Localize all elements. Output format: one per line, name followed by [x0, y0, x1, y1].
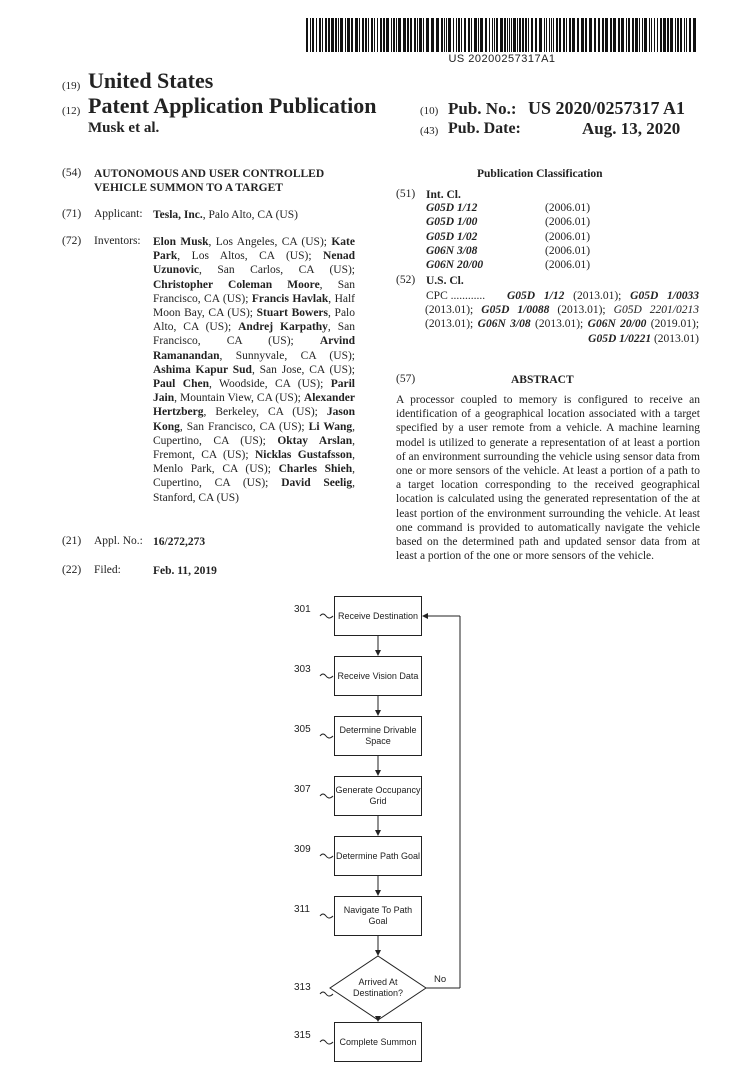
inventor-short: Musk et al.	[88, 120, 160, 136]
inventor-name: Andrej Karpathy	[238, 321, 328, 334]
no-branch-label: No	[434, 974, 447, 985]
barcode-bar	[569, 18, 571, 52]
inventors-label: Inventors:	[94, 235, 141, 247]
cpc-code: G05D 1/0088	[481, 304, 550, 317]
barcode-bar	[359, 18, 360, 52]
inventor-location: , Stanford, CA (US)	[153, 477, 356, 504]
step-reference-number: 303	[294, 664, 311, 675]
barcode-bar	[507, 18, 508, 52]
inventor-name: Paul Chen	[153, 378, 209, 391]
int-cl-code: G06N 20/00	[426, 259, 484, 272]
barcode-bar	[380, 18, 382, 52]
inventor-name: Christopher Coleman Moore	[153, 278, 320, 291]
inid-code-43: (43)	[420, 125, 439, 137]
barcode-bar	[589, 18, 592, 52]
cpc-version: (2013.01)	[651, 332, 699, 345]
barcode-bar	[549, 18, 550, 52]
barcode-bar	[551, 18, 552, 52]
inid-code-12: (12)	[62, 105, 81, 117]
barcode-bar	[689, 18, 691, 52]
barcode-bar	[426, 18, 429, 52]
barcode-bar	[563, 18, 565, 52]
inid-code-52: (52)	[396, 274, 416, 286]
cpc-code: G06N 20/00	[587, 318, 647, 331]
barcode-bar	[393, 18, 395, 52]
int-cl-code: G05D 1/00	[426, 216, 478, 229]
flow-step-box: Determine Drivable Space	[334, 716, 422, 756]
decision-label: Arrived At Destination?	[352, 977, 404, 998]
final-leader-line	[320, 1040, 333, 1044]
barcode-bar	[371, 18, 373, 52]
inventor-name: Charles Shieh	[278, 463, 353, 476]
barcode-bar	[572, 18, 575, 52]
pub-class-heading: Publication Classification	[477, 168, 603, 180]
cpc-version: (2013.01);	[549, 304, 614, 317]
barcode-bar	[347, 18, 350, 52]
int-cl-label: Int. Cl.	[426, 189, 461, 201]
cpc-dots: ............	[450, 290, 486, 302]
pub-no: US 2020/0257317 A1	[528, 98, 686, 118]
barcode-bar	[577, 18, 579, 52]
barcode-bar	[396, 18, 397, 52]
barcode-bar	[322, 18, 323, 52]
inventor-name: Jason Kong	[153, 406, 355, 433]
barcode-bar	[365, 18, 367, 52]
applicant-label: Applicant:	[94, 208, 143, 220]
barcode-bar	[680, 18, 682, 52]
barcode-bar	[453, 18, 454, 52]
barcode-bar	[566, 18, 567, 52]
barcode-bar	[312, 18, 314, 52]
barcode-bar	[458, 18, 460, 52]
barcode-bar	[398, 18, 401, 52]
barcode-bar	[517, 18, 518, 52]
inventor-location: , Berkeley, CA (US);	[203, 406, 327, 419]
title-line-2: VEHICLE SUMMON TO A TARGET	[94, 182, 283, 194]
pub-date-label: Pub. Date:	[448, 120, 521, 137]
barcode-bar	[362, 18, 364, 52]
inid-code-72: (72)	[62, 235, 82, 247]
barcode-bar	[632, 18, 634, 52]
barcode-bar	[544, 18, 545, 52]
barcode-bar	[525, 18, 527, 52]
inid-code-22: (22)	[62, 564, 82, 576]
barcode-bar	[417, 18, 418, 52]
barcode-bar	[642, 18, 643, 52]
barcode-bar	[489, 18, 490, 52]
inventor-name: Nenad Uzunovic	[153, 250, 355, 277]
barcode-bar	[628, 18, 630, 52]
inid-code-57: (57)	[396, 373, 416, 385]
flow-step-box: Determine Path Goal	[334, 836, 422, 876]
barcode-bar	[444, 18, 445, 52]
barcode-bar	[649, 18, 650, 52]
inventor-location: , San Francisco, CA (US);	[153, 321, 356, 348]
flow-final-box: Complete Summon	[334, 1022, 422, 1062]
flow-step-box: Navigate To Path Goal	[334, 896, 422, 936]
barcode-bar	[468, 18, 470, 52]
barcode-bar	[319, 18, 321, 52]
inventor-name: Alexander Hertzberg	[153, 392, 355, 419]
inventor-location: , Fremont, CA (US);	[153, 434, 356, 462]
barcode-bar	[423, 18, 424, 52]
barcode-bar	[546, 18, 547, 52]
inventor-location: , Los Altos, CA (US);	[177, 250, 324, 263]
abstract-text: A processor coupled to memory is configured to receive an identification of a geographical location associated with a target specified by a user remote from a vehicle. A machine learning model is utilized to generate a representation of at least a portion of an environment surrounding the vehicle using sensor data from one or more sensors of the vehicle. At least a portion of a path to a target location corresponding to the received geographical location is calculated using the generated representation of the at least portion of the environment surrounding the vehicle. At least one command is provided to automatically navigate the vehicle based on the determined path and updated sensor data from at least a portion of the one or more sensors of the vehicle.	[396, 394, 700, 563]
abstract-heading: ABSTRACT	[511, 374, 574, 386]
barcode-bar	[621, 18, 624, 52]
barcode-bar	[657, 18, 658, 52]
step-reference-number: 307	[294, 784, 311, 795]
cpc-label: CPC	[426, 290, 448, 302]
inventor-name: Nicklas Gustafsson	[254, 449, 353, 462]
barcode-bar	[480, 18, 483, 52]
barcode-bar	[351, 18, 353, 52]
filed-date: Feb. 11, 2019	[153, 565, 217, 577]
int-cl-version: (2006.01)	[545, 244, 591, 257]
barcode-bar	[340, 18, 343, 52]
inventor-name: Ashima Kapur Sud	[153, 363, 252, 376]
step-leader-line	[320, 854, 333, 858]
barcode-bar	[478, 18, 479, 52]
cpc-classification	[425, 289, 699, 346]
barcode-bar	[522, 18, 524, 52]
step-leader-line	[320, 614, 333, 618]
barcode-bar	[667, 18, 669, 52]
inventor-location: , San Francisco, CA (US);	[179, 420, 309, 433]
inventor-name: Arvind Ramanandan	[153, 335, 355, 362]
inventors-list	[153, 235, 355, 505]
filed-label: Filed:	[94, 564, 121, 576]
cpc-version: (2013.01);	[564, 290, 631, 302]
barcode-bar	[368, 18, 369, 52]
barcode-bar	[553, 18, 554, 52]
barcode-bar	[684, 18, 685, 52]
barcode-bar	[559, 18, 561, 52]
barcode-bar	[626, 18, 627, 52]
int-cl-version: (2006.01)	[545, 259, 591, 272]
inventor-name: Elon Musk	[153, 236, 209, 248]
flowchart	[290, 590, 480, 1070]
barcode-bar	[328, 18, 330, 52]
barcode-bar	[355, 18, 358, 52]
inid-code-19: (19)	[62, 80, 81, 92]
barcode-bar	[492, 18, 493, 52]
inid-code-71: (71)	[62, 208, 82, 220]
barcode-bar	[383, 18, 385, 52]
barcode-bar	[310, 18, 311, 52]
barcode-bar	[325, 18, 327, 52]
int-cl-version: (2006.01)	[545, 202, 591, 214]
barcode-bar	[670, 18, 673, 52]
cpc-version: (2013.01);	[425, 318, 478, 331]
inventor-location: , Cupertino, CA (US);	[153, 420, 356, 447]
barcode-bar	[316, 18, 317, 52]
barcode-bar	[414, 18, 416, 52]
barcode-bar	[519, 18, 521, 52]
barcode-bar	[496, 18, 498, 52]
appl-no: 16/272,273	[153, 536, 206, 548]
int-cl-code: G06N 3/08	[426, 244, 478, 257]
flow-step-box: Receive Vision Data	[334, 656, 422, 696]
cpc-code: G05D 1/0033	[630, 290, 699, 302]
appl-no-label: Appl. No.:	[94, 535, 143, 547]
barcode-bar	[461, 18, 462, 52]
barcode-bar	[403, 18, 406, 52]
barcode-bar	[613, 18, 616, 52]
barcode-bar	[436, 18, 439, 52]
barcode-bar	[602, 18, 604, 52]
step-reference-number: 311	[294, 904, 310, 915]
barcode-bar	[377, 18, 378, 52]
step-reference-number: 309	[294, 844, 311, 855]
barcode-bar	[456, 18, 457, 52]
barcode-bar	[556, 18, 558, 52]
barcode-bar	[639, 18, 640, 52]
barcode-bar	[464, 18, 466, 52]
int-cl-version: (2006.01)	[545, 230, 591, 243]
barcode-bar	[513, 18, 516, 52]
barcode-bar	[431, 18, 434, 52]
inventor-name: Kate Park	[153, 236, 355, 263]
us-cl-label: U.S. Cl.	[426, 275, 464, 287]
step-reference-number: 305	[294, 724, 311, 735]
step-reference-number: 315	[294, 1030, 311, 1041]
inventor-location: , Cupertino, CA (US);	[153, 463, 356, 490]
inid-code-51: (51)	[396, 188, 416, 200]
cpc-version: (2019.01);	[646, 318, 700, 331]
cpc-code: G05D 1/12	[507, 290, 565, 302]
inventor-name: Oktay Arslan	[277, 434, 353, 447]
inventor-location: , Woodside, CA (US);	[208, 378, 331, 391]
inventor-location: , Half Moon Bay, CA (US);	[153, 292, 355, 320]
barcode-bar	[635, 18, 638, 52]
int-cl-code: G05D 1/02	[426, 230, 478, 243]
country-name: United States	[88, 68, 214, 93]
cpc-code: G06N 3/08	[477, 318, 531, 331]
barcode-bar	[338, 18, 339, 52]
barcode-bar	[374, 18, 375, 52]
step-reference-number: 301	[294, 604, 311, 615]
inid-code-21: (21)	[62, 535, 82, 547]
cpc-version: (2013.01);	[425, 304, 482, 317]
barcode-bar	[474, 18, 477, 52]
barcode-bar	[509, 18, 510, 52]
barcode-image	[306, 18, 698, 52]
inid-code-10: (10)	[420, 105, 439, 117]
barcode-bar	[441, 18, 443, 52]
step-leader-line	[320, 794, 333, 798]
pub-no-label: Pub. No.:	[448, 99, 517, 118]
cpc-code: G05D 1/0221	[588, 332, 652, 345]
inventor-location: , Menlo Park, CA (US);	[153, 449, 355, 476]
step-leader-line	[320, 674, 333, 678]
cpc-version: (2013.01);	[530, 318, 588, 331]
barcode-bar	[306, 18, 308, 52]
barcode-bar	[654, 18, 655, 52]
barcode-bar	[504, 18, 506, 52]
barcode-bar	[494, 18, 495, 52]
barcode-bar	[531, 18, 533, 52]
inventor-location: , Sunnyvale, CA (US);	[219, 349, 355, 362]
inventor-name: Paril Jain	[153, 378, 355, 405]
barcode-bar	[677, 18, 679, 52]
flow-step-box: Generate Occupancy Grid	[334, 776, 422, 816]
barcode-bar	[605, 18, 608, 52]
step-reference-number: 313	[294, 982, 311, 993]
barcode-bar	[651, 18, 652, 52]
barcode-bar	[539, 18, 542, 52]
inventor-location: , San Carlos, CA (US);	[199, 264, 355, 277]
barcode-bar	[511, 18, 512, 52]
inventor-location: , Palo Alto, CA (US);	[153, 307, 355, 334]
applicant-name: Tesla, Inc.	[153, 209, 203, 221]
barcode-bar	[500, 18, 503, 52]
barcode-bar	[391, 18, 392, 52]
barcode-bar	[335, 18, 337, 52]
barcode-bar	[644, 18, 647, 52]
barcode-bar	[528, 18, 529, 52]
barcode-bar	[598, 18, 600, 52]
barcode-bar	[610, 18, 612, 52]
barcode-bar	[410, 18, 412, 52]
inventor-location: , San Francisco, CA (US);	[153, 278, 355, 305]
decision-leader-line	[320, 992, 333, 996]
barcode-number: US 20200257317A1	[448, 53, 556, 65]
barcode-bar	[407, 18, 409, 52]
barcode-bar	[446, 18, 447, 52]
barcode-bar	[471, 18, 472, 52]
inventor-name: Stuart Bowers	[256, 307, 329, 320]
publication-type: Patent Application Publication	[88, 93, 377, 118]
inventor-name: Francis Havlak	[251, 292, 329, 305]
barcode-bar	[618, 18, 620, 52]
barcode-bar	[419, 18, 422, 52]
barcode-bar	[345, 18, 346, 52]
barcode-bar	[675, 18, 676, 52]
inventor-location: , Los Angeles, CA (US);	[208, 236, 332, 248]
barcode-bar	[386, 18, 389, 52]
inventor-name: Li Wang	[308, 420, 353, 433]
barcode-bar	[331, 18, 334, 52]
inventor-name: David Seelig	[281, 477, 353, 490]
title-line-1: AUTONOMOUS AND USER CONTROLLED	[94, 168, 325, 180]
cpc-code: G05D 2201/0213	[613, 304, 699, 317]
int-cl-version: (2006.01)	[545, 216, 591, 229]
barcode-bar	[485, 18, 487, 52]
barcode-bar	[581, 18, 584, 52]
step-leader-line	[320, 914, 333, 918]
step-leader-line	[320, 734, 333, 738]
pub-date: Aug. 13, 2020	[582, 119, 681, 138]
inventor-location: , San Jose, CA (US);	[251, 363, 355, 376]
barcode-bar	[660, 18, 662, 52]
barcode-bar	[448, 18, 451, 52]
barcode-bar	[663, 18, 666, 52]
inid-code-54: (54)	[62, 167, 82, 179]
int-cl-code: G05D 1/12	[426, 202, 478, 214]
barcode-bar	[535, 18, 537, 52]
inventor-location: , Mountain View, CA (US);	[174, 392, 304, 405]
barcode-bar	[686, 18, 687, 52]
barcode-bar	[594, 18, 596, 52]
flow-step-box: Receive Destination	[334, 596, 422, 636]
applicant-location: , Palo Alto, CA (US)	[202, 209, 298, 221]
barcode-bar	[585, 18, 587, 52]
applicant	[153, 208, 298, 222]
barcode-bar	[693, 18, 696, 52]
